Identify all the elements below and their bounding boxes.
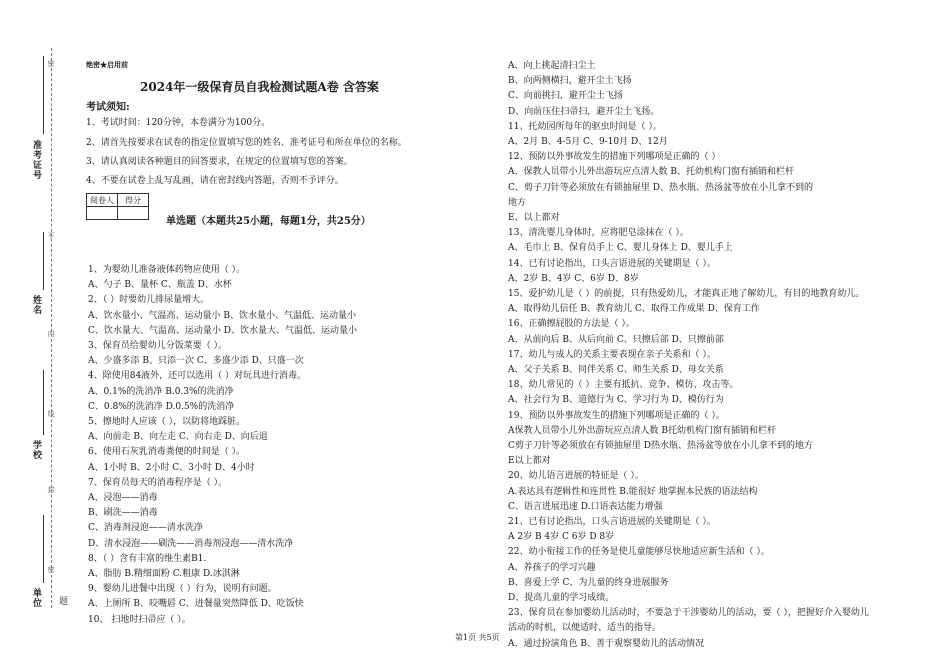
- notice-item: 2、请首先按要求在试卷的指定位置填写您的姓名、准考证号和所在单位的名称。: [86, 138, 407, 148]
- question-line: 12、预防以外事故发生的措施下列哪项是正确的（ ）: [508, 152, 721, 163]
- reviewer-header: 阅卷人: [87, 194, 118, 207]
- question-line: A、饮水量小、气温高、运动量小 B、饮水量小、气温低、运动量小: [88, 310, 356, 321]
- question-line: A、2月 B、4-5月 C、9-10月 D、12月: [508, 137, 668, 147]
- seal-char-ti: 题: [57, 596, 67, 605]
- question-line: 6、使用石灰乳消毒粪便的时间是（ ）。: [88, 447, 246, 458]
- question-line: A、少盛多添 B、只添一次 C、多盛少添 D、只盛一次: [88, 356, 304, 367]
- question-line: 23、保育员在参加婴幼儿活动时，不要急于干涉婴幼儿的活动，要（ ），把握好介入婴幼儿: [508, 608, 869, 619]
- unit-field[interactable]: [43, 515, 44, 583]
- exam-number-field[interactable]: [43, 56, 44, 134]
- question-line: A、0.1%的洗消净 B.0.3%的洗消净: [88, 386, 234, 397]
- seal-line: [51, 48, 52, 608]
- question-line: 15、爱护幼儿是（ ）的前提，只有热爱幼儿，才能真正地了解幼儿，有目的地教育幼儿。: [508, 289, 865, 299]
- question-line: C剪子刀针等必须放在有锁抽屉里 D热水瓶、热汤盆等放在小儿拿不到的地方: [508, 441, 813, 451]
- question-line: 3、保育员给婴幼儿分饭菜要（ ）。: [88, 341, 228, 351]
- question-line: 9、婴幼儿进餐中出现（ ）行为，说明有问题。: [88, 584, 277, 595]
- question-line: 19、预防以外事故发生的措施下列哪项是正确的（ ）。: [508, 410, 725, 421]
- reviewer-cell[interactable]: [87, 207, 118, 220]
- label-school: 学校: [31, 440, 41, 460]
- question-line: 4、除使用84液外，还可以选用（ ）对玩具进行消毒。: [88, 371, 307, 382]
- page-number: 第1页 共5页: [455, 633, 500, 642]
- question-line: C、剪子刀针等必须放在有锁抽屉里 D、热水瓶、热汤盆等放在小儿拿不到的: [508, 182, 813, 193]
- score-table: [86, 193, 149, 220]
- seal-char-nei: 内: [47, 330, 55, 337]
- question-line: C、语言进展迅速 D.口语表达能力增强: [508, 501, 663, 512]
- question-line: A、社会行为 B、道德行为 C、学习行为 D、模仿行为: [508, 395, 724, 406]
- question-line: 13、清洗婴儿身体时，应将肥皂涂抹在（ ）。: [508, 228, 689, 239]
- question-line: 活动的时机，以便适时、适当的指导。: [508, 623, 662, 634]
- secret-mark: 绝密★启用前: [86, 60, 128, 69]
- section-heading: 单选题（本题共25小题，每题1分，共25分）: [166, 216, 371, 227]
- question-line: 18、幼儿常见的（ ）主要有抵抗、竞争、模仿、攻击等。: [508, 380, 739, 391]
- question-line: C、消毒剂浸泡——清水洗净: [88, 523, 203, 534]
- question-line: D、向前压住扫帚扫，避开尘土飞扬。: [508, 106, 660, 117]
- score-cell[interactable]: [118, 207, 149, 220]
- question-line: B、喜爱上学 C、为儿童的终身进展服务: [508, 577, 669, 588]
- notice-heading: 考试须知:: [86, 102, 130, 113]
- question-line: A、2岁 B、4岁 C、6岁 D、8岁: [508, 273, 639, 284]
- question-line: D、提高儿童的学习成绩。: [508, 593, 615, 603]
- question-line: A、勺子 B、量杯 C、瓶盖 D、水杯: [88, 280, 232, 291]
- question-line: B、向两侧横扫，避开尘土飞扬: [508, 76, 632, 87]
- question-line: C、0.8%的洗消净 D.0.5%的洗消净: [88, 401, 235, 412]
- question-line: B、刷洗——消毒: [88, 508, 158, 519]
- question-line: A、养孩子的学习兴趣: [508, 562, 596, 573]
- question-line: A 2岁 B 4岁 C 6岁 D 8岁: [508, 532, 615, 543]
- label-exam-number: 准考证号: [31, 140, 41, 180]
- question-line: 20、幼儿语言进展的特征是（ ）。: [508, 471, 644, 482]
- question-line: A、脂肪 B.精细面粉 C.粗康 D.冰淇淋: [88, 569, 240, 579]
- question-line: 地方: [508, 197, 527, 208]
- notice-item: 4、不要在试卷上乱写乱画，请在密封线内答题，否则不予评分。: [86, 176, 344, 186]
- question-line: 22、幼小衔接工作的任务是使儿童能够尽快地适应新生活和（ ）。: [508, 547, 770, 558]
- question-line: 17、幼儿与成人的关系主要表现在亲子关系和（ ）。: [508, 349, 716, 360]
- question-line: A、向前走 B、向左走 C、向右走 D、向后退: [88, 432, 268, 443]
- label-name: 姓名: [31, 295, 41, 315]
- question-line: A、1小时 B、2小时 C、3小时 D、4小时: [88, 462, 255, 473]
- question-line: A保教人员带小儿外出游玩应点清人数 B托幼机构门窗有插销和栏杆: [508, 425, 776, 436]
- question-line: C、饮水量大、气温高、运动量小 D、饮水量大、气温低、运动量小: [88, 325, 357, 336]
- question-line: 2、（ ）时要幼儿排尿量增大。: [88, 295, 210, 306]
- seal-char-feng: 封: [47, 486, 55, 493]
- notice-item: 1、考试时间：120分钟，本卷满分为100分。: [86, 118, 271, 128]
- question-line: 16、正确擦屁股的方法是（ ）。: [508, 319, 635, 330]
- question-line: A、取得幼儿信任 B、教育幼儿 C、取得工作成果 D、保育工作: [508, 304, 760, 315]
- seal-char-xian: 线: [47, 410, 55, 417]
- question-line: 5、擦地时人应该（ ），以防将地踩脏。: [88, 417, 246, 427]
- question-line: 1、为婴幼儿准备液体药物应使用（ ）。: [88, 265, 246, 275]
- question-line: A、毛巾上 B、保育员手上 C、婴儿身体上 D、婴儿手上: [508, 243, 733, 254]
- question-line: 7、保育员每天的消毒程序是（ ）。: [88, 477, 228, 488]
- seal-char-bu: 不: [47, 232, 55, 239]
- question-line: 14、已有讨论指出，口头言语进展的关键期是（ ）。: [508, 258, 716, 269]
- question-line: 21、已有讨论指出，口头言语进展的关键期是（ ）。: [508, 517, 716, 527]
- question-line: A、保教人员带小儿外出游玩应点清人数 B、托幼机构门窗有插销和栏杆: [508, 167, 794, 178]
- seal-char-mi: 密: [47, 60, 55, 67]
- question-line: A、通过扮演角色 B、善于观察婴幼儿的活动情况: [508, 638, 704, 649]
- label-unit: 单位: [31, 588, 41, 608]
- question-line: 10、 扫地时扫帚应（ ）。: [88, 614, 191, 625]
- name-field[interactable]: [43, 232, 44, 290]
- school-field[interactable]: [43, 370, 44, 435]
- question-line: C、向前挑扫，避开尘土飞扬: [508, 91, 623, 102]
- question-line: E以上都对: [508, 456, 551, 467]
- notice-item: 3、请认真阅读各种题目的回答要求，在规定的位置填写您的答案。: [86, 157, 353, 167]
- question-line: A、上厕所 B、咬嘴唇 C、进餐量突然降低 D、吃饭快: [88, 599, 304, 610]
- question-line: A、从前向后 B、从后向前 C、只擦后部 D、只擦前部: [508, 334, 724, 345]
- question-line: 8、（ ）含有丰富的维生素B1.: [88, 553, 207, 564]
- seal-char-mi-2: 密: [47, 566, 55, 573]
- question-line: A、浸泡——消毒: [88, 493, 158, 503]
- page-title: 2024年一级保育员自我检测试题A卷 含答案: [140, 80, 379, 94]
- question-line: A、向上挑起清扫尘土: [508, 61, 596, 71]
- question-line: A、父子关系 B、同伴关系 C、师生关系 D、母女关系: [508, 365, 724, 375]
- question-line: 11、托幼园所每年的驱虫时间是（ ）。: [508, 121, 662, 132]
- question-line: E、以上都对: [508, 213, 560, 223]
- question-line: A.表达具有逻辑性和连贯性 B.能很好 地掌握本民族的语法结构: [508, 486, 758, 497]
- score-header: 得分: [118, 194, 149, 207]
- question-line: D、清水浸泡——刷洗——消毒剂浸泡——清水洗净: [88, 538, 294, 549]
